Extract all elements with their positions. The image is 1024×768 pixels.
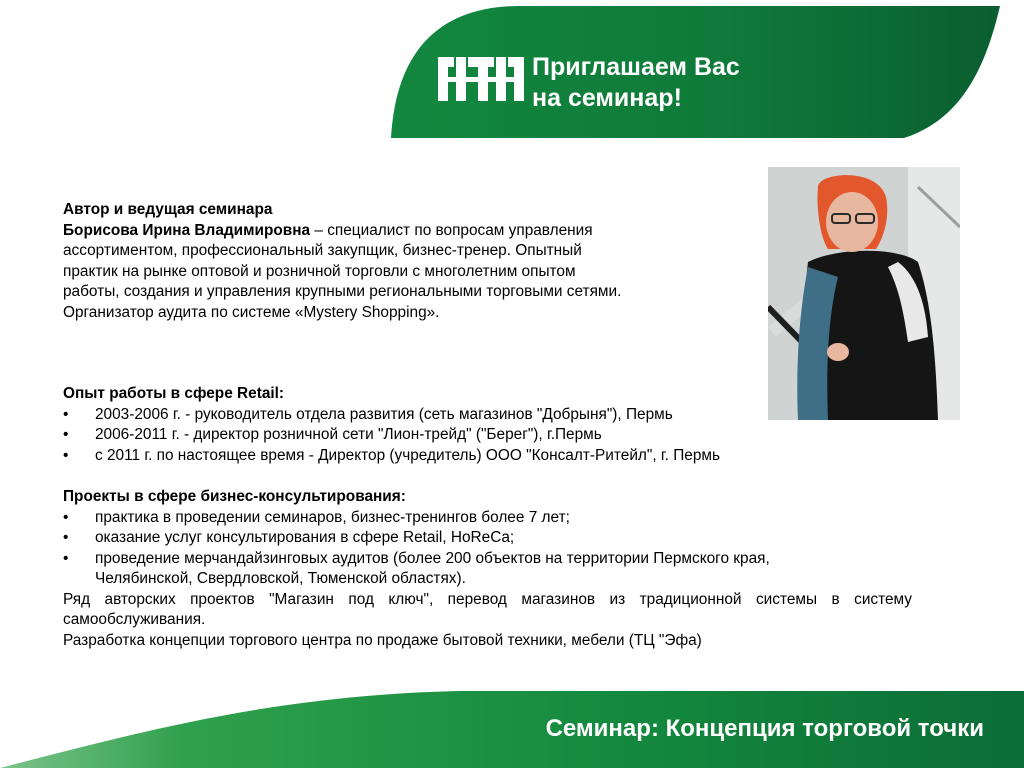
bullet: • (63, 405, 69, 423)
project-item (63, 549, 912, 570)
company-logo (436, 53, 526, 105)
projects-section (63, 487, 912, 651)
experience-heading: Опыт работы в сфере Retail: (63, 385, 285, 402)
experience-item-text: 2006-2011 г. - директор розничной сети "Лион-трейд" ("Берег"), г.Пермь (95, 426, 602, 443)
bullet: • (63, 529, 69, 546)
author-heading: Автор и ведущая семинара (63, 201, 273, 218)
projects-paragraph-line: самообслуживания. (63, 611, 206, 628)
author-name: Борисова Ирина Владимировна (63, 221, 311, 239)
experience-item-text: с 2011 г. по настоящее время - Директор (учредитель) ООО "Консалт-Ритейл", г. Пермь (95, 446, 720, 464)
author-section (63, 200, 763, 323)
project-item-text: оказание услуг консультирования в сфере Retail, HoReCa; (95, 529, 515, 546)
project-item (63, 528, 912, 549)
project-item-text: Челябинской, Свердловской, Тюменской областях). (95, 570, 466, 587)
author-bio-line: Организатор аудита по системе «Mystery Shopping». (63, 303, 440, 321)
author-portrait-photo (768, 167, 960, 420)
bullet: • (63, 508, 69, 526)
author-intro-rest: – специалист по вопросам управления (310, 221, 593, 239)
footer-title: Семинар: Концепция торговой точки (545, 715, 984, 742)
project-item-text: проведение мерчандайзинговых аудитов (более 200 объектов на территории Пермского края, (95, 549, 770, 567)
bullet: • (63, 446, 69, 464)
project-item-text: практика в проведении семинаров, бизнес-тренингов более 7 лет; (95, 508, 570, 526)
header-title-line-1: Приглашаем Вас (532, 53, 740, 81)
projects-paragraph: Разработка концепции торгового центра по продаже бытовой техники, мебели (ТЦ "Эфа) (63, 631, 702, 649)
author-bio-line: ассортиментом, профессиональный закупщик, бизнес-тренер. Опытный (63, 242, 582, 259)
experience-item-text: 2003-2006 г. - руководитель отдела развития (сеть магазинов "Добрыня"), Пермь (95, 405, 673, 423)
project-item-continuation (63, 569, 912, 590)
header-title-line-2: на семинар! (532, 84, 682, 112)
projects-paragraph-line: Ряд авторских проектов "Магазин под ключ", перевод магазинов из традиционной системы в систему (63, 590, 912, 608)
experience-item (63, 446, 943, 467)
header-title (532, 52, 740, 114)
experience-item (63, 405, 943, 426)
projects-heading: Проекты в сфере бизнес-консультирования: (63, 488, 406, 505)
author-intro-line (63, 221, 763, 242)
author-bio-line: работы, создания и управления крупными региональными торговыми сетями. (63, 283, 622, 300)
bullet: • (63, 549, 69, 567)
experience-item (63, 425, 943, 446)
experience-section (63, 384, 943, 466)
bullet: • (63, 426, 69, 443)
project-item (63, 508, 912, 529)
author-bio-line: практик на рынке оптовой и розничной торговли с многолетним опытом (63, 262, 576, 280)
